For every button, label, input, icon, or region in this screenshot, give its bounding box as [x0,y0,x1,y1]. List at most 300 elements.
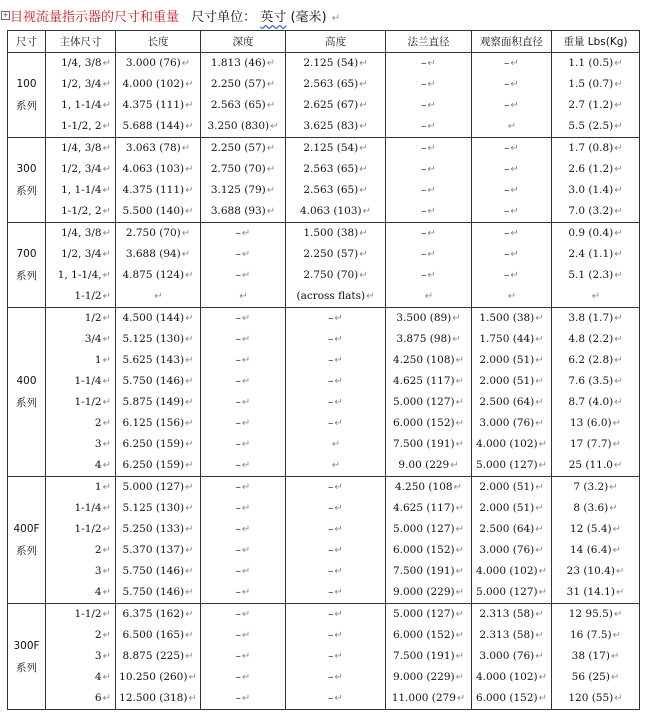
paragraph-mark: ↵ [427,100,436,111]
paragraph-mark: ↵ [241,587,251,598]
column-header: 观察面积直径 [472,31,552,53]
cell-depth: 2.250 (57)↵ [201,138,286,160]
cell-length: 5.625 (143)↵ [116,350,201,371]
paragraph-mark: ↵ [591,291,601,302]
cell-size: 3↵ [46,561,116,582]
table-row [8,159,640,180]
paragraph-mark: ↵ [102,79,111,90]
paragraph-mark: ↵ [241,503,251,514]
cell-flange-diameter: –↵ [386,244,472,265]
cell-weight: 2.7 (1.2)↵ [552,95,640,116]
cell-view-diameter [472,116,552,138]
cell-flange-diameter: –↵ [386,95,472,116]
table-anchor-icon[interactable]: + [2,11,9,19]
cell-height: –↵ [286,392,386,413]
cell-size: 1/4, 3/8↵ [46,223,116,245]
table-row [8,561,640,582]
table-row [8,413,640,434]
cell-view-diameter: 2.000 (51)↵ [472,498,552,519]
cell-height: 2.563 (65)↵ [286,180,386,201]
cell-height: –↵ [286,329,386,350]
paragraph-mark: ↵ [427,228,436,239]
paragraph-mark: ↵ [181,58,191,69]
paragraph-mark: ↵ [185,651,194,662]
paragraph-mark: ↵ [535,545,544,556]
cell-view-diameter: –↵ [472,159,552,180]
cell-weight [552,286,640,308]
paragraph-mark: ↵ [270,121,279,132]
cell-size: 1, 1-1/4↵ [46,180,116,201]
table-row [8,582,640,604]
paragraph-mark: ↵ [359,79,368,90]
paragraph-mark: ↵ [614,164,623,175]
cell-depth: –↵ [201,540,286,561]
cell-view-diameter: 2.500 (64)↵ [472,392,552,413]
paragraph-mark: ↵ [102,376,111,387]
paragraph-mark: ↵ [615,587,625,598]
cell-depth: 2.250 (57)↵ [201,74,286,95]
cell-size: 1/4, 3/8↵ [46,53,116,75]
paragraph-mark: ↵ [334,397,343,408]
paragraph-mark: ↵ [510,228,519,239]
paragraph-mark: ↵ [266,185,276,196]
cell-height: –↵ [286,519,386,540]
cell-height: 2.625 (67)↵ [286,95,386,116]
paragraph-mark: ↵ [609,482,618,493]
paragraph-mark: ↵ [610,672,620,683]
table-row [8,244,640,265]
paragraph-mark: ↵ [334,672,343,683]
paragraph-mark: ↵ [614,355,623,366]
cell-height: 2.750 (70)↵ [286,265,386,286]
cell-length: 10.250 (260)↵ [116,667,201,688]
paragraph-mark: ↵ [334,693,343,704]
table-row [8,286,640,308]
cell-size: 1-1/2↵ [46,392,116,413]
cell-depth: –↵ [201,498,286,519]
paragraph-mark: ↵ [102,397,111,408]
cell-size: 1↵ [46,350,116,371]
cell-height: –↵ [286,688,386,710]
cell-length: 5.000 (127)↵ [116,477,201,499]
cell-size: 1-1/4↵ [46,498,116,519]
cell-size: 1-1/2↵ [46,604,116,626]
paragraph-mark: ↵ [452,334,461,345]
paragraph-mark: ↵ [510,164,519,175]
paragraph-mark: ↵ [241,482,251,493]
cell-length: 5.750 (146)↵ [116,582,201,604]
paragraph-mark: ↵ [612,630,621,641]
paragraph-mark: ↵ [185,164,194,175]
cell-weight: 31 (14.1)↵ [552,582,640,604]
table-row [8,625,640,646]
table-row [8,308,640,330]
paragraph-mark: ↵ [266,206,276,217]
cell-length: 5.875 (149)↵ [116,392,201,413]
paragraph-mark: ↵ [241,376,251,387]
cell-flange-diameter: 3.500 (89)↵ [386,308,472,330]
table-row [8,477,640,499]
cell-flange-diameter: –↵ [386,53,472,75]
paragraph-mark: ↵ [102,672,111,683]
table-row [8,498,640,519]
cell-weight: 8.7 (4.0)↵ [552,392,640,413]
paragraph-mark: ↵ [614,100,623,111]
cell-length: 4.375 (111)↵ [116,180,201,201]
cell-length: 4.063 (103)↵ [116,159,201,180]
paragraph-mark: ↵ [614,313,623,324]
cell-length: 6.250 (159)↵ [116,434,201,455]
cell-view-diameter: –↵ [472,180,552,201]
table-row [8,265,640,286]
paragraph-mark: ↵ [334,334,343,345]
paragraph-mark: ↵ [455,566,465,577]
paragraph-mark: ↵ [510,143,519,154]
paragraph-mark: ↵ [102,313,111,324]
cell-length: 3.000 (76)↵ [116,53,201,75]
paragraph-mark: ↵ [455,503,465,514]
paragraph-mark: ↵ [614,334,623,345]
paragraph-mark: ↵ [538,693,548,704]
cell-size: 1, 1-1/4↵ [46,95,116,116]
paragraph-mark: ↵ [359,143,368,154]
paragraph-mark: ↵ [102,439,111,450]
cell-weight: 23 (10.4)↵ [552,561,640,582]
cell-flange-diameter: –↵ [386,138,472,160]
cell-weight: 12 (5.4)↵ [552,519,640,540]
cell-flange-diameter: –↵ [386,265,472,286]
paragraph-mark: ↵ [241,439,251,450]
cell-height: –↵ [286,413,386,434]
cell-height: –↵ [286,540,386,561]
cell-depth: –↵ [201,604,286,626]
paragraph-mark: ↵ [359,164,368,175]
paragraph-mark: ↵ [102,460,111,471]
paragraph-mark: ↵ [455,376,465,387]
paragraph-mark: ↵ [614,143,623,154]
cell-size: 1/2, 3/4↵ [46,159,116,180]
cell-height: 2.250 (57)↵ [286,244,386,265]
paragraph-mark: ↵ [510,79,519,90]
paragraph-mark: ↵ [102,334,111,345]
cell-view-diameter: 4.000 (102)↵ [472,667,552,688]
paragraph-mark: ↵ [538,672,548,683]
cell-flange-diameter: 5.000 (127)↵ [386,604,472,626]
cell-flange-diameter: –↵ [386,74,472,95]
cell-depth: –↵ [201,519,286,540]
cell-size: 1-1/2, 2↵ [46,201,116,223]
paragraph-mark: ↵ [185,460,194,471]
paragraph-mark: ↵ [241,228,251,239]
cell-view-diameter: 2.313 (58)↵ [472,625,552,646]
column-header: 主体尺寸 [46,31,116,53]
paragraph-mark: ↵ [334,482,343,493]
cell-flange-diameter: 4.250 (108↵ [386,477,472,499]
table-row [8,667,640,688]
paragraph-mark: ↵ [241,524,251,535]
paragraph-mark: ↵ [538,439,548,450]
cell-weight: 16 (7.5)↵ [552,625,640,646]
cell-depth: –↵ [201,561,286,582]
paragraph-mark: ↵ [535,482,544,493]
table-row [8,688,640,710]
paragraph-mark: ↵ [241,334,251,345]
paragraph-mark: ↵ [102,100,111,111]
paragraph-mark: ↵ [334,503,343,514]
cell-length: 3.063 (78)↵ [116,138,201,160]
paragraph-mark: ↵ [334,630,343,641]
paragraph-mark: ↵ [535,418,544,429]
cell-height: –↵ [286,350,386,371]
cell-size: 2↵ [46,413,116,434]
cell-depth: 3.250 (830)↵ [201,116,286,138]
table-row [8,180,640,201]
paragraph-mark: ↵ [609,503,618,514]
paragraph-mark: ↵ [334,376,343,387]
paragraph-mark: ↵ [535,651,544,662]
cell-flange-diameter: 7.500 (191)↵ [386,646,472,667]
cell-weight: 1.7 (0.8)↵ [552,138,640,160]
paragraph-mark: ↵ [455,651,465,662]
paragraph-mark: ↵ [535,524,544,535]
series-label: 100 系列 [8,53,46,138]
paragraph-mark: ↵ [241,672,251,683]
paragraph-mark: ↵ [102,418,111,429]
cell-length [116,286,201,308]
title-main: 目视流量指示器的尺寸和重量 [10,10,180,25]
paragraph-mark: ↵ [359,121,368,132]
paragraph-mark: ↵ [450,460,459,471]
paragraph-mark: ↵ [614,121,623,132]
cell-size: 1-1/2↵ [46,519,116,540]
paragraph-mark: ↵ [102,164,111,175]
cell-view-diameter: 2.000 (51)↵ [472,350,552,371]
title-unit-label: 尺寸单位： [191,10,257,25]
paragraph-mark: ↵ [535,630,544,641]
cell-view-diameter: –↵ [472,95,552,116]
cell-depth: 1.813 (46)↵ [201,53,286,75]
paragraph-mark: ↵ [359,270,368,281]
paragraph-mark: ↵ [455,355,465,366]
table-row [8,95,640,116]
cell-size: 1/2↵ [46,308,116,330]
paragraph-mark: ↵ [359,185,368,196]
cell-view-diameter: 2.000 (51)↵ [472,371,552,392]
cell-flange-diameter: 5.000 (127)↵ [386,519,472,540]
paragraph-mark: ↵ [185,418,194,429]
paragraph-mark: ↵ [614,376,623,387]
cell-weight: 25 (11.0↵ [552,455,640,477]
cell-height: –↵ [286,667,386,688]
paragraph-mark: ↵ [102,503,111,514]
paragraph-mark: ↵ [427,270,436,281]
table-row [8,646,640,667]
cell-flange-diameter: –↵ [386,159,472,180]
cell-flange-diameter: –↵ [386,201,472,223]
cell-size: 1-1/2↵ [46,286,116,308]
paragraph-mark: ↵ [427,164,436,175]
paragraph-mark: ↵ [614,270,623,281]
paragraph-mark: ↵ [266,143,276,154]
paragraph-mark: ↵ [102,524,111,535]
cell-depth: –↵ [201,329,286,350]
cell-size: 2↵ [46,625,116,646]
cell-height: –↵ [286,561,386,582]
paragraph-mark: ↵ [614,397,623,408]
paragraph-mark: ↵ [241,313,251,324]
paragraph-mark: ↵ [185,334,194,345]
cell-weight: 17 (7.7)↵ [552,434,640,455]
cell-flange-diameter: 11.000 (279↵ [386,688,472,710]
cell-view-diameter: –↵ [472,265,552,286]
table-row [8,116,640,138]
table-row [8,329,640,350]
paragraph-mark: ↵ [610,651,620,662]
paragraph-mark: ↵ [102,291,111,302]
cell-size: 4↵ [46,582,116,604]
cell-weight: 38 (17)↵ [552,646,640,667]
cell-weight: 3.0 (1.4)↵ [552,180,640,201]
paragraph-mark: ↵ [185,206,194,217]
paragraph-mark: ↵ [614,206,623,217]
cell-view-diameter: 5.000 (127)↵ [472,582,552,604]
paragraph-mark: ↵ [102,270,111,281]
cell-length: 5.125 (130)↵ [116,498,201,519]
table-row [8,350,640,371]
cell-size: 6↵ [46,688,116,710]
paragraph-mark: ↵ [331,439,341,450]
paragraph-mark: ↵ [102,609,111,620]
paragraph-mark: ↵ [427,79,436,90]
cell-height: –↵ [286,371,386,392]
paragraph-mark: ↵ [185,121,194,132]
paragraph-mark: ↵ [102,482,111,493]
cell-length: 6.375 (162)↵ [116,604,201,626]
cell-length: 5.750 (146)↵ [116,371,201,392]
table-row [8,540,640,561]
paragraph-mark: ↵ [535,609,544,620]
paragraph-mark: ↵ [102,566,111,577]
cell-weight: 120 (55)↵ [552,688,640,710]
cell-view-diameter: 1.500 (38)↵ [472,308,552,330]
cell-size: 4↵ [46,667,116,688]
cell-length: 5.250 (133)↵ [116,519,201,540]
paragraph-mark: ↵ [185,503,194,514]
cell-length: 3.688 (94)↵ [116,244,201,265]
paragraph-mark: ↵ [535,313,544,324]
cell-flange-diameter: 6.000 (152)↵ [386,625,472,646]
paragraph-mark: ↵ [334,545,343,556]
paragraph-mark: ↵ [102,693,111,704]
paragraph-mark: ↵ [538,566,548,577]
series-label: 700 系列 [8,223,46,308]
cell-flange-diameter: 6.000 (152)↵ [386,540,472,561]
paragraph-mark: ↵ [185,439,194,450]
cell-length: 5.370 (137)↵ [116,540,201,561]
cell-view-diameter: –↵ [472,53,552,75]
cell-size: 3/4↵ [46,329,116,350]
cell-flange-diameter: 7.500 (191)↵ [386,434,472,455]
paragraph-mark: ↵ [185,79,194,90]
paragraph-mark: ↵ [334,566,343,577]
cell-weight: 5.5 (2.5)↵ [552,116,640,138]
cell-flange-diameter: 6.000 (152)↵ [386,413,472,434]
paragraph-mark: ↵ [612,418,621,429]
paragraph-mark: ↵ [102,121,111,132]
cell-depth: –↵ [201,455,286,477]
table-row [8,371,640,392]
paragraph-mark: ↵ [266,164,276,175]
cell-length: 4.375 (111)↵ [116,95,201,116]
cell-length: 6.250 (159)↵ [116,455,201,477]
cell-length: 5.750 (146)↵ [116,561,201,582]
cell-weight: 7 (3.2)↵ [552,477,640,499]
paragraph-mark: ↵ [359,100,368,111]
cell-weight: 1.5 (0.7)↵ [552,74,640,95]
cell-height: –↵ [286,498,386,519]
cell-weight: 2.4 (1.1)↵ [552,244,640,265]
paragraph-mark: ↵ [613,460,623,471]
paragraph-mark: ↵ [535,503,544,514]
paragraph-mark: ↵ [334,418,343,429]
series-label: 400 系列 [8,308,46,477]
paragraph-mark: ↵ [535,397,544,408]
paragraph-mark: ↵ [614,58,623,69]
cell-view-diameter [472,286,552,308]
cell-depth: –↵ [201,350,286,371]
paragraph-mark: ↵ [266,100,276,111]
paragraph-mark: ↵ [455,418,465,429]
paragraph-mark: ↵ [334,609,343,620]
table-header-row [8,31,640,53]
paragraph-mark: ↵ [102,185,111,196]
cell-flange-diameter: 4.625 (117)↵ [386,371,472,392]
cell-size: 1/2, 3/4↵ [46,244,116,265]
paragraph-mark: ↵ [185,185,194,196]
paragraph-mark: ↵ [427,58,436,69]
paragraph-mark: ↵ [102,630,111,641]
table-row [8,455,640,477]
cell-weight: 12 95.5)↵ [552,604,640,626]
cell-depth [201,286,286,308]
column-header: 长度 [116,31,201,53]
cell-flange-diameter: 4.625 (117)↵ [386,498,472,519]
paragraph-mark: ↵ [241,651,251,662]
cell-height: 1.500 (38)↵ [286,223,386,245]
cell-depth: –↵ [201,582,286,604]
paragraph-mark: ↵ [185,355,194,366]
paragraph-mark: ↵ [181,228,191,239]
paragraph-mark: ↵ [185,524,194,535]
paragraph-mark: ↵ [455,397,465,408]
cell-depth: –↵ [201,434,286,455]
cell-length: 2.750 (70)↵ [116,223,201,245]
cell-flange-diameter: 9.000 (229)↵ [386,582,472,604]
paragraph-mark: ↵ [427,249,436,260]
paragraph-mark: ↵ [510,185,519,196]
cell-weight: 7.6 (3.5)↵ [552,371,640,392]
paragraph-mark: ↵ [359,58,368,69]
paragraph-mark: ↵ [266,79,276,90]
cell-size: 1-1/4↵ [46,371,116,392]
cell-height: –↵ [286,604,386,626]
cell-view-diameter: –↵ [472,244,552,265]
cell-weight: 14 (6.4)↵ [552,540,640,561]
paragraph-mark: ↵ [185,609,194,620]
paragraph-mark: ↵ [455,545,465,556]
cell-height: –↵ [286,477,386,499]
cell-height: 2.125 (54)↵ [286,138,386,160]
